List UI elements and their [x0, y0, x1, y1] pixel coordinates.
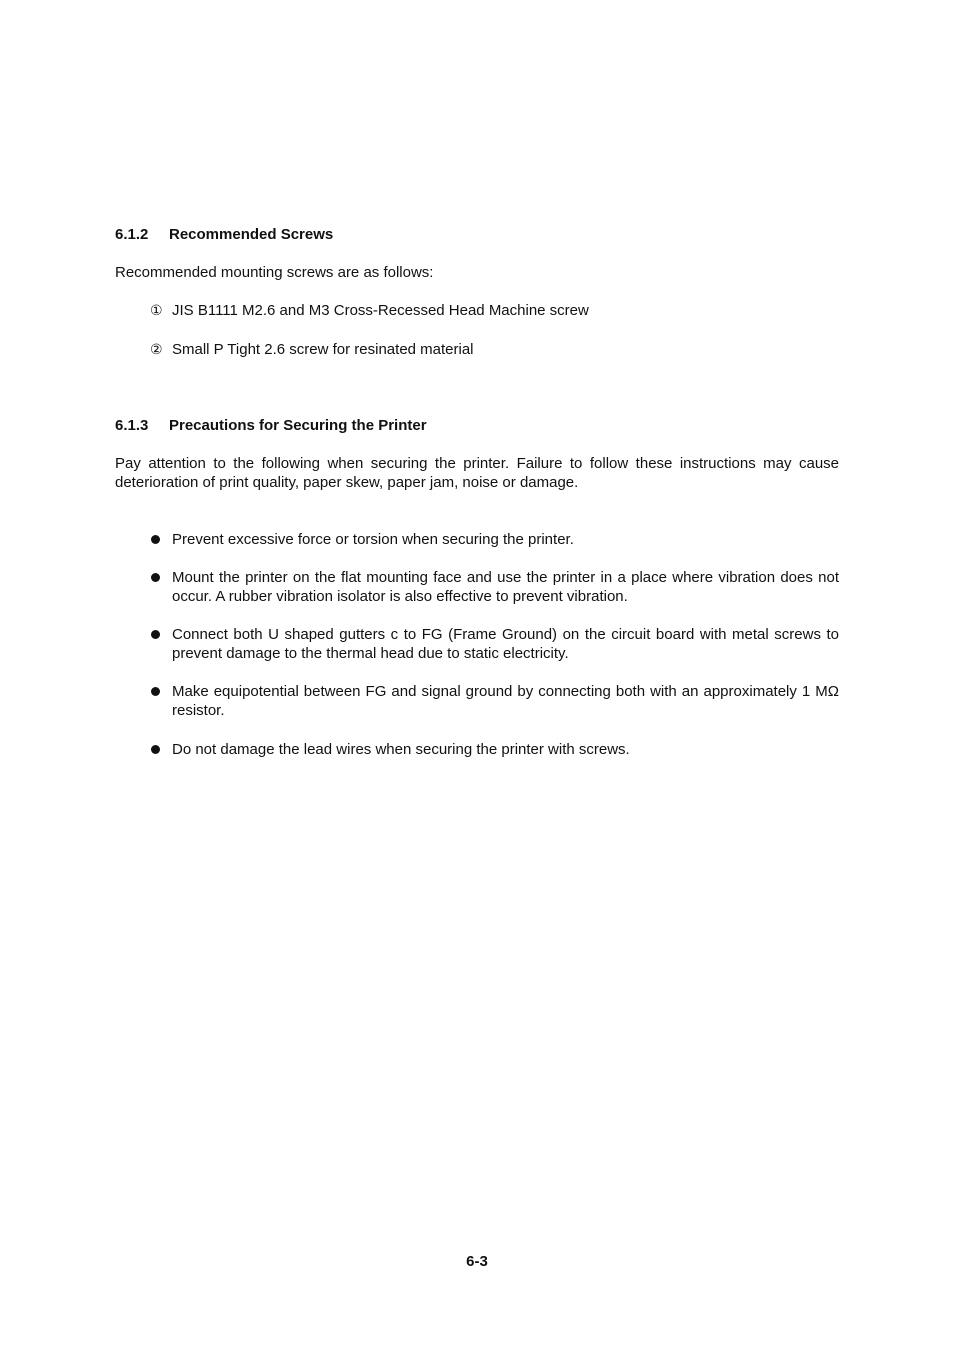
bullet-dot-icon — [151, 745, 160, 754]
bullet-dot-icon — [151, 535, 160, 544]
bullet-list-item — [150, 530, 839, 549]
section-heading-6-1-2 — [115, 225, 333, 244]
section-number: 6.1.3 — [115, 417, 149, 434]
list-item-text: JIS B1111 M2.6 and M3 Cross-Recessed Head Machine screw — [172, 302, 589, 319]
circled-number-marker: ① — [150, 302, 163, 318]
section-title: Precautions for Securing the Printer — [169, 417, 427, 434]
bullet-dot-icon — [151, 630, 160, 639]
page-number: 6-3 — [466, 1253, 488, 1270]
bullet-text: Make equipotential between FG and signal ground by connecting both with an approximately 1 MΩ resistor. — [172, 683, 839, 719]
section-heading-6-1-3 — [115, 416, 427, 435]
bullet-text: Do not damage the lead wires when securing the printer with screws. — [172, 741, 630, 758]
bullet-text: Mount the printer on the flat mounting face and use the printer in a place where vibration does not occur. A rubber vibration isolator is also effective to prevent vibration. — [172, 569, 839, 605]
circled-number-marker: ② — [150, 341, 163, 357]
section-title: Recommended Screws — [169, 226, 334, 243]
section-intro-paragraph: Recommended mounting screws are as follows: — [115, 264, 434, 281]
bullet-list-item — [150, 740, 839, 759]
bullet-list-item — [150, 682, 839, 720]
bullet-dot-icon — [151, 687, 160, 696]
bullet-dot-icon — [151, 573, 160, 582]
bullet-list-item — [150, 568, 839, 606]
bullet-text: Connect both U shaped gutters c to FG (Frame Ground) on the circuit board with metal screws to prevent damage to the thermal head due to static electricity. — [172, 626, 839, 662]
bullet-list-item — [150, 625, 839, 663]
section-intro-paragraph: Pay attention to the following when securing the printer. Failure to follow these instructions may cause deterioration of print quality, paper skew, paper jam, noise or damage. — [115, 455, 839, 491]
bullet-text: Prevent excessive force or torsion when securing the printer. — [172, 531, 574, 548]
list-item-text: Small P Tight 2.6 screw for resinated material — [172, 341, 474, 358]
section-number: 6.1.2 — [115, 226, 149, 243]
